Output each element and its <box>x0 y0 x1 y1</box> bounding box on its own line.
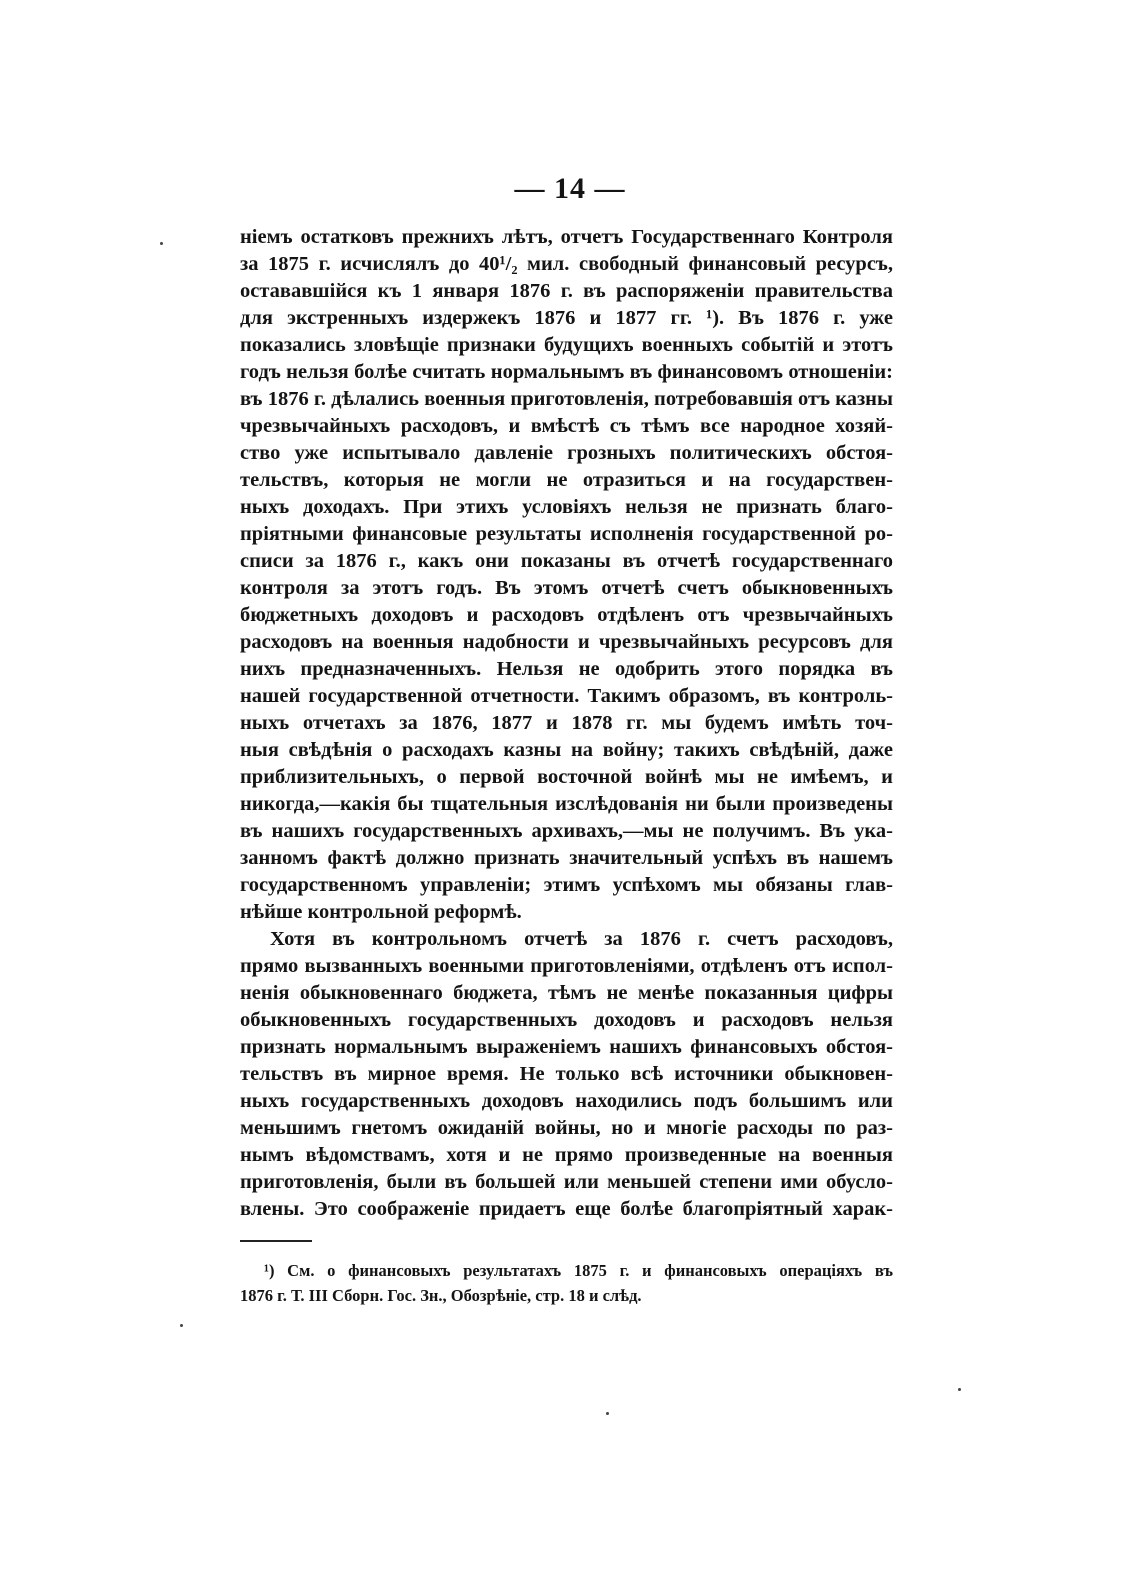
paragraph-2 <box>240 926 893 1223</box>
text-line: приготовленія, были въ большей или меньшей степени ими обусло- <box>240 1171 893 1193</box>
scan-speck <box>180 1324 183 1327</box>
text-line: въ 1876 г. дѣлались военныя приготовленія, потребовавшія отъ казны <box>240 388 893 410</box>
text-line: нѣйше контрольной реформѣ. <box>240 901 522 923</box>
text-line: прямо вызванныхъ военными приготовленіями, отдѣленъ отъ испол- <box>240 955 893 977</box>
text-line: ненія обыкновеннаго бюджета, тѣмъ не менѣе показанныя цифры <box>240 982 893 1004</box>
text-line: списи за 1876 г., какъ они показаны въ отчетѣ государственнаго <box>240 550 893 572</box>
text-line: чрезвычайныхъ расходовъ, и вмѣстѣ съ тѣмъ все народное хозяй- <box>240 415 893 437</box>
text-line: ніемъ остатковъ прежнихъ лѣтъ, отчетъ Государственнаго Контроля <box>240 226 893 248</box>
paragraph-1 <box>240 224 893 926</box>
text-line: годъ нельзя болѣе считать нормальнымъ въ финансовомъ отношеніи: <box>240 361 893 383</box>
text-line: ныя свѣдѣнія о расходахъ казны на войну; такихъ свѣдѣній, даже <box>240 739 893 761</box>
scan-speck <box>958 1388 961 1391</box>
text-line: ныхъ государственныхъ доходовъ находились подъ большимъ или <box>240 1090 893 1112</box>
text-line: тельствъ въ мирное время. Не только всѣ источники обыкновен- <box>240 1063 893 1085</box>
text-line: показались зловѣщіе признаки будущихъ военныхъ событій и этотъ <box>240 334 893 356</box>
text-line: признать нормальнымъ выраженіемъ нашихъ финансовыхъ обстоя- <box>240 1036 893 1058</box>
text-line: тельствъ, которыя не могли не отразиться и на государствен- <box>240 469 893 491</box>
text-line: ныхъ доходахъ. При этихъ условіяхъ нельзя не признать благо- <box>240 496 893 518</box>
footnote-line: ¹) См. о финансовыхъ результатахъ 1875 г. и финансовыхъ операціяхъ въ <box>264 1261 893 1280</box>
scan-speck <box>606 1412 609 1415</box>
text-line: влены. Это соображеніе придаетъ еще болѣе благопріятный харак- <box>240 1198 893 1220</box>
text-line: за 1875 г. исчислялъ до 40¹/₂ мил. свободный финансовый ресурсъ, <box>240 253 893 275</box>
text-line: для экстренныхъ издержекъ 1876 и 1877 гг. ¹). Въ 1876 г. уже <box>240 307 893 329</box>
text-line: государственномъ управленіи; этимъ успѣхомъ мы обязаны глав- <box>240 874 893 896</box>
text-line: нихъ предназначенныхъ. Нельзя не одобрить этого порядка въ <box>240 658 893 680</box>
page-number: — 14 — <box>514 172 626 205</box>
text-line: никогда,—какія бы тщательныя изслѣдованія ни были произведены <box>240 793 893 815</box>
scan-speck <box>160 242 163 245</box>
footnote-line: 1876 г. Т. III Сборн. Гос. Зн., Обозрѣніе, стр. 18 и слѣд. <box>240 1286 642 1305</box>
text-line: приблизительныхъ, о первой восточной войнѣ мы не имѣемъ, и <box>240 766 893 788</box>
text-line: пріятными финансовые результаты исполненія государственной ро- <box>240 523 893 545</box>
text-line: ство уже испытывало давленіе грозныхъ политическихъ обстоя- <box>240 442 893 464</box>
text-line: нашей государственной отчетности. Такимъ образомъ, въ контроль- <box>240 685 893 707</box>
text-line: въ нашихъ государственныхъ архивахъ,—мы не получимъ. Въ ука- <box>240 820 893 842</box>
text-line: обыкновенныхъ государственныхъ доходовъ и расходовъ нельзя <box>240 1009 893 1031</box>
text-line: нымъ вѣдомствамъ, хотя и не прямо произведенные на военныя <box>240 1144 893 1166</box>
footnote <box>240 1258 893 1308</box>
text-line: занномъ фактѣ должно признать значительный успѣхъ въ нашемъ <box>240 847 893 869</box>
text-line: бюджетныхъ доходовъ и расходовъ отдѣленъ отъ чрезвычайныхъ <box>240 604 893 626</box>
footnote-separator <box>240 1240 312 1242</box>
main-text <box>240 224 893 1223</box>
text-line: остававшійся къ 1 января 1876 г. въ распоряженіи правительства <box>240 280 893 302</box>
text-line: Хотя въ контрольномъ отчетѣ за 1876 г. счетъ расходовъ, <box>270 928 893 950</box>
text-line: расходовъ на военныя надобности и чрезвычайныхъ ресурсовъ для <box>240 631 893 653</box>
text-line: ныхъ отчетахъ за 1876, 1877 и 1878 гг. мы будемъ имѣть точ- <box>240 712 893 734</box>
text-line: меньшимъ гнетомъ ожиданій войны, но и многіе расходы по раз- <box>240 1117 893 1139</box>
text-line: контроля за этотъ годъ. Въ этомъ отчетѣ счетъ обыкновенныхъ <box>240 577 893 599</box>
